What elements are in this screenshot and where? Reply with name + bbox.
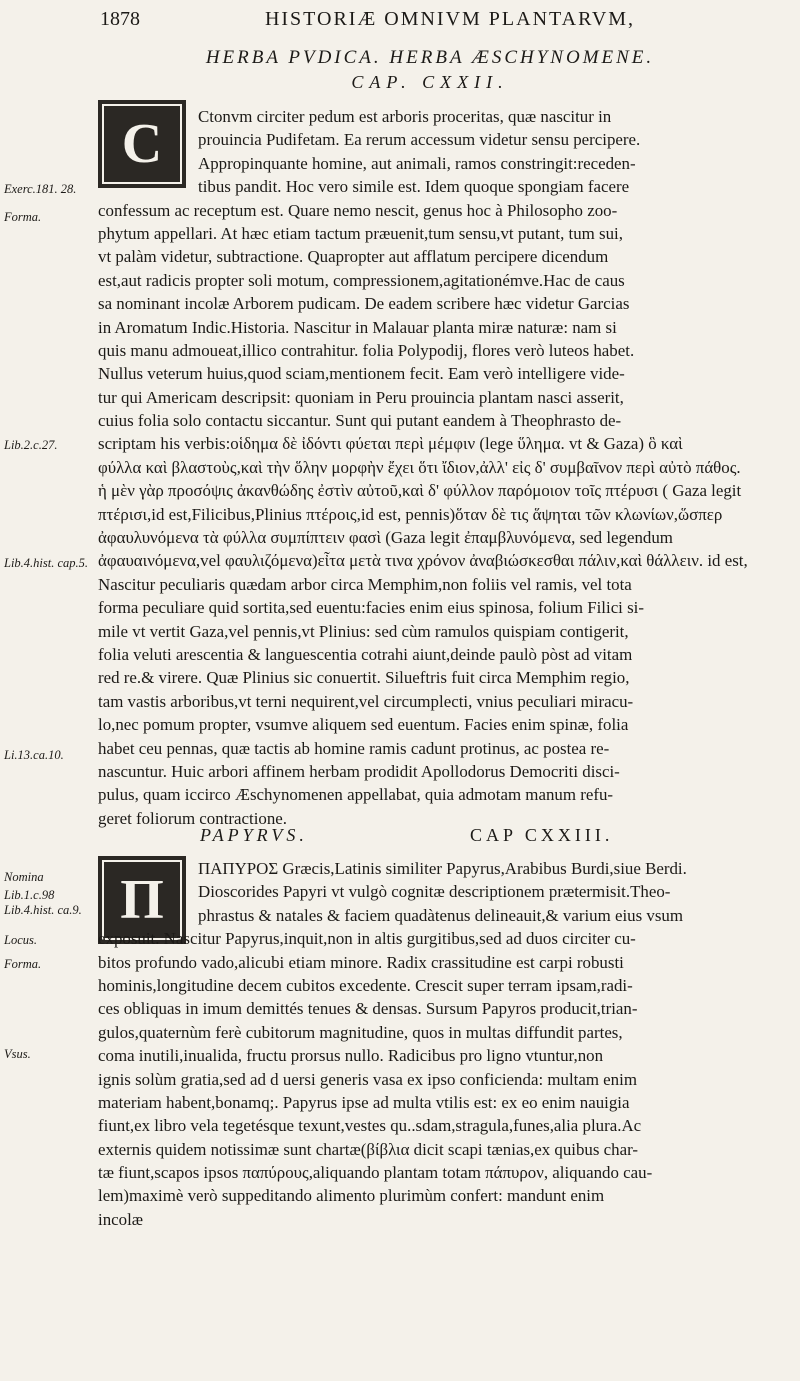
running-head: HISTORIÆ OMNIVM PLANTARVM, [264,8,636,30]
text-line: ἡ μὲν γὰρ προσόψις ἀκανθώδης ἐστὶν αὐτοῦ,καὶ δ' φύλλον παρόμοιον τοῖς πτέρυσι ( Gaza legit [98,481,742,501]
text-line: tur qui Americam descripsit: quoniam in Peru prouincia plantam nasci asserit, [98,387,624,407]
text-line: scriptam his verbis:οἱδημα δὲ ἰδόντι φύεται περὶ μέμφιν (lege ὕλημα. vt & Gaza) ὃ καὶ [98,434,683,454]
margin-note: Vsus. [4,1047,31,1061]
text-line: tibus pandit. Hoc vero simile est. Idem quoque spongiam facere [198,177,630,197]
chapter-body [98,105,768,830]
chapter2-number: CAP CXXIII. [470,825,614,845]
text-line: est,aut radicis propter soli motum, compressionem,agitationémve.Hac de caus [98,270,625,290]
text-line: prouincia Pudifetam. Ea rerum accessum videtur sensu percipere. [198,130,641,150]
text-line: cuius folia solo contactu siccantur. Sunt qui putant eandem à Theophrasto de- [98,411,622,431]
text-line: Nascitur peculiaris quædam arbor circa Memphim,non foliis vel ramis, vel tota [98,574,632,594]
margin-note: Nomina [4,870,44,884]
text-line: hominis,longitudine decem cubitos excedente. Crescit super terram ipsam,radi- [98,975,633,995]
text-line: bitos profundo vado,alicubi etiam minore. Radix crassitudine est carpi robusti [98,952,624,972]
text-line: ces obliquas in imum demittés tenues & densas. Sursum Papyros producit,trian- [98,999,638,1019]
chapter-number: CAP. CXXII. [351,72,509,92]
text-line: Dioscorides Papyri vt vulgò cognitæ descriptionem prætermisit.Theo- [198,882,671,902]
margin-note: Lib.4.hist. cap.5. [4,556,89,570]
text-line: ignis solùm gratia,sed ad d uersi generis vasa ex ipso conficienda: multam enim [98,1069,637,1089]
text-line: in Aromatum Indic.Historia. Nascitur in Malauar planta miræ naturæ: nam si [98,317,617,337]
text-line: lo,nec pomum propter, vsumve aliquem sed euentum. Facies enim spinæ, folia [98,715,629,735]
margin-note: Lib.2.c.27. [4,438,58,452]
text-line: geret foliorum contractione. [98,808,288,828]
text-line: externis quidem notissimæ sunt chartæ(βίβλια dicit scapi tænias,ex quibus char- [98,1139,639,1159]
text-line: ΠΑΠΥΡΟΣ Græcis,Latinis similiter Papyrus,Arabibus Burdi,siue Berdi. [198,859,687,878]
chapter2-title: PAPYRVS. [200,825,308,845]
text-line: materiam habent,bonamq;. Papyrus ipse ad multa vtilis est: ex eo enim nauigia [98,1092,630,1112]
margin-note: Li.13.ca.10. [4,748,64,762]
text-line: ἀφαυλυνόμενα τὰ φύλλα συμπίπτειν φασὶ (Gaza legit ἐπαμβλυνόμενα, sed legendum [98,528,673,548]
page-number: 1878 [100,8,140,30]
text-line: folia veluti arescentia & languescentia cotrahi aiunt,deinde paulò pòst ad vitam [98,644,633,664]
text-line: phytum appellari. At hæc etiam tactum præuenit,tum sensu,vt putant, tum sui, [98,223,623,243]
text-line: φύλλα καὶ βλαστοὺς,καὶ τὴν ὅλην μορφὴν ἔχει ὅτι ἴδιον,ἀλλ' εἰς δ' συμβαῖνον περὶ αὐτὸ πάθος. [98,457,741,477]
text-line: Appropinquante homine, aut animali, ramos constringit:receden- [198,153,636,173]
text-line: Ctonvm circiter pedum est arboris proceritas, quæ nascitur in [198,107,612,126]
text-line: habet ceu pennas, quæ tactis ab homine ramis cadunt protinus, ac postea re- [98,738,610,758]
text-line: red re.& virere. Quæ Plinius sic conuertit. Silueftris fuit circa Memphim regio, [98,668,630,688]
text-line: lem)maximè verò suppeditando alimento plurimùm confert: mandunt enim [98,1186,605,1206]
text-line: πτέρισι,id est,Filicibus,Plinius πτέροις,id est, pennis)ὅταν δὲ τις ἅψηται τῶν κλωνίων,ὥσπερ [98,504,723,524]
text-line: tam vastis arboribus,vt terni nequirent,vel circumplecti, vnius peculiari miracu- [98,691,634,711]
text-line: forma peculiare quid sortita,sed euentu:facies enim eius spinosa, folium Filici si- [98,598,644,618]
chapter2-body [98,857,768,1231]
text-line: sa nominant incolæ Arborem pudicam. De eadem scribere hæc videtur Garcias [98,294,630,314]
text-line: phrastus & natales & faciem quadàtenus delineauit,& varium eius vsum [198,905,684,925]
chapter-title: HERBA PVDICA. HERBA ÆSCHYNOMENE. [205,47,655,68]
text-line: quis manu admoueat,illico contrahitur. folia Polypodij, flores verò luteos habet. [98,340,635,360]
text-line: fiunt,ex libro vela tegetésque texunt,vestes qu..sdam,stragula,funes,alia plura.Ac [98,1116,642,1136]
margin-note: Forma. [4,957,42,971]
text-line: confessum ac receptum est. Quare nemo nescit, genus hoc à Philosopho zoo- [98,200,618,220]
text-line: Nullus veterum huius,quod sciam,mentionem fecit. Eam verò intelligere vide- [98,364,625,384]
text-line: gulos,quaternùm ferè cubitorum magnitudine, quos in multas diffundit partes, [98,1022,623,1042]
text-line: ἀφαυαινόμενα,vel φαυλιζόμενα)εἶτα μετὰ τινα χρόνον ἀναβιώσκεσθαι πάλιν,καὶ θάλλειν. id est, [98,551,748,571]
text-line: mile vt vertit Gaza,vel pennis,vt Plinius: sed cùm ramulos quispiam contigerit, [98,621,629,641]
margin-note: Exerc.181. 28. [4,182,77,196]
text-line: exposuit. Nascitur Papyrus,inquit,non in altis gurgitibus,sed ad duos circiter cu- [98,929,636,949]
text-line: coma inutili,inualida, fructu prorsus nullo. Radicibus pro ligno vtuntur,non [98,1046,604,1066]
margin-note: Lib.1.c.98 Lib.4.hist. ca.9. [4,888,82,917]
ornamental-initial-pi: Π [98,856,186,944]
margin-note: Forma. [4,210,42,224]
ornamental-initial-c: C [98,100,186,188]
text-line: vt palàm videtur, subtractione. Quapropter aut afflatum percipere dicendum [98,247,609,267]
text-line: pulus, quam iccirco Æschynomenen appellabat, quia admotam manum refu- [98,785,614,805]
text-line: incolæ [98,1209,144,1229]
text-line: tæ fiunt,scapos ipsos παπύρους,aliquando plantam totam πάπυρον, aliquando cau- [98,1163,653,1183]
margin-note: Locus. [4,933,37,947]
text-line: nascuntur. Huic arbori affinem herbam prodidit Apollodorus Democriti disci- [98,761,620,781]
